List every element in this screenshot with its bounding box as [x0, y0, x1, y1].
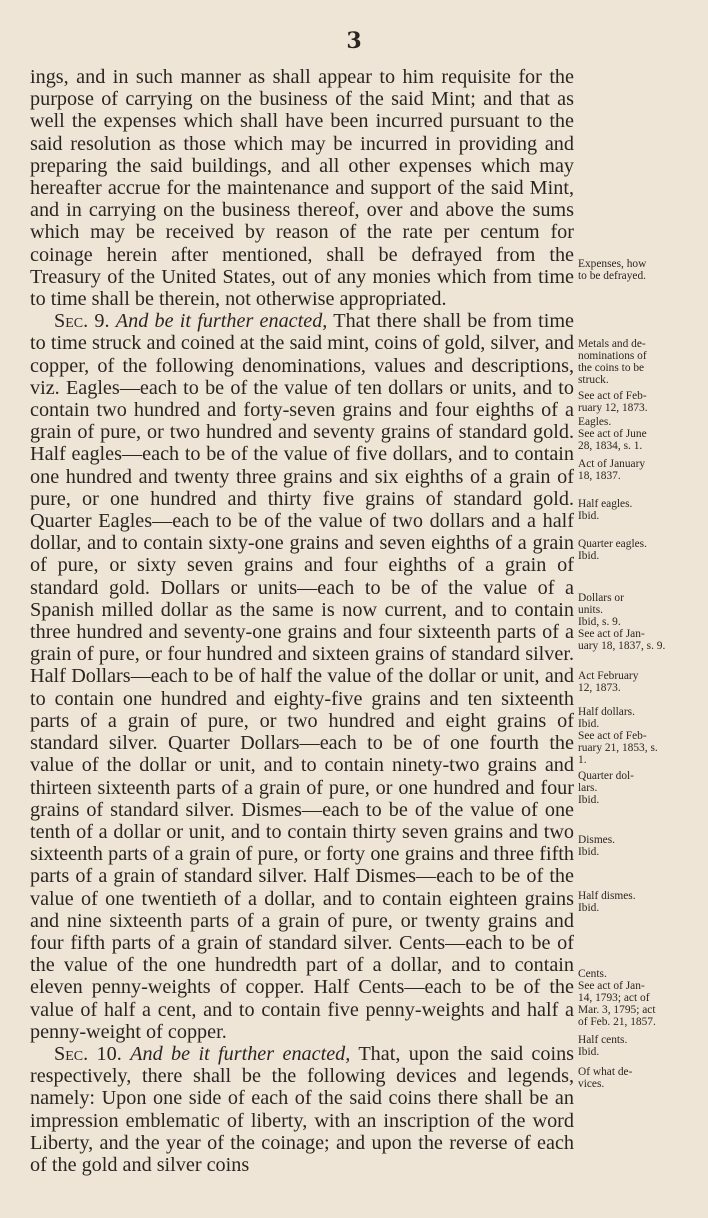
margin-note-line: Expenses, how	[578, 258, 647, 270]
margin-note-line: Act February	[578, 670, 639, 682]
margin-note-line: ruary 21, 1853, s.	[578, 742, 658, 754]
margin-note-line: to be defrayed.	[578, 270, 646, 282]
margin-note-line: vices.	[578, 1078, 605, 1090]
margin-note-line: Half dollars.	[578, 706, 635, 718]
margin-note-line: Ibid.	[578, 794, 600, 806]
paragraph-continuation: ings, and in such manner as shall appear to him requisite for the purpose of carrying on the business of the said Mint; and that as well the expenses which shall have been incurred pursuant to the said resolution as those which may be incurred in providing and preparing the said buildings, and all other expenses which may hereafter accrue for the maintenance and support of the said Mint, and in carrying on the business thereof, over and above the sums which may be received by reason of the rate per centum for coinage herein after mentioned, shall be defrayed from the Treasury of the United States, out of any monies which from time to time shall be therein, not otherwise appropriated.	[30, 66, 574, 311]
margin-note-line: the coins to be	[578, 362, 645, 374]
margin-note-line: See act of Jan-	[578, 980, 645, 992]
margin-note-half-eagles	[578, 498, 696, 522]
margin-note-line: Mar. 3, 1795; act	[578, 1004, 656, 1016]
margin-note-line: 12, 1873.	[578, 682, 621, 694]
margin-note-line: Half eagles.	[578, 498, 633, 510]
margin-note-dollars	[578, 592, 696, 652]
margin-note-line: Ibid.	[578, 550, 600, 562]
margin-note-line: Cents.	[578, 968, 607, 980]
margin-note-line: Quarter dol-	[578, 770, 634, 782]
margin-note-half-cents	[578, 1034, 696, 1058]
margin-note-line: 14, 1793; act of	[578, 992, 650, 1004]
margin-note-line: Quarter eagles.	[578, 538, 647, 550]
margin-note-expenses	[578, 258, 696, 282]
enacting-clause: And be it further enacted,	[130, 1042, 351, 1065]
margin-note-line: See act of Jan-	[578, 628, 645, 640]
margin-note-half-dollars	[578, 706, 696, 766]
margin-note-cents	[578, 968, 696, 1028]
margin-note-act-feb-1873-2	[578, 670, 696, 694]
section-heading: Sec. 9.	[54, 310, 110, 333]
margin-note-line: Metals and de-	[578, 338, 646, 350]
enacting-clause: And be it further enacted,	[115, 310, 328, 333]
margin-note-line: Ibid.	[578, 846, 600, 858]
margin-note-line: 1.	[578, 754, 587, 766]
margin-note-line: Act of January	[578, 458, 646, 470]
margin-note-line: Eagles.	[578, 416, 612, 428]
margin-note-line: Ibid.	[578, 1046, 600, 1058]
margin-note-line: Dismes.	[578, 834, 616, 846]
margin-note-line: Ibid, s. 9.	[578, 616, 621, 628]
margin-note-line: Half cents.	[578, 1034, 628, 1046]
main-text	[30, 66, 574, 1176]
margin-note-line: nominations of	[578, 350, 647, 362]
margin-note-line: Ibid.	[578, 902, 600, 914]
margin-note-line: uary 18, 1837, s. 9.	[578, 640, 666, 652]
margin-note-act-jan-1837	[578, 458, 696, 482]
margin-note-line: 18, 1837.	[578, 470, 621, 482]
margin-note-devices	[578, 1066, 696, 1090]
margin-note-line: struck.	[578, 374, 609, 386]
margin-note-line: Dollars or	[578, 592, 624, 604]
margin-note-line: lars.	[578, 782, 598, 794]
paragraph-section-9	[30, 310, 574, 1043]
margin-note-metals	[578, 338, 696, 386]
margin-note-line: Half dismes.	[578, 890, 636, 902]
margin-note-line: Of what de-	[578, 1066, 633, 1078]
margin-note-line: of Feb. 21, 1857.	[578, 1016, 656, 1028]
margin-note-act-feb-1873	[578, 390, 696, 414]
margin-note-line: Ibid.	[578, 510, 600, 522]
margin-note-line: See act of Feb-	[578, 390, 647, 402]
margin-note-dismes	[578, 834, 696, 858]
margin-note-quarter-dollars	[578, 770, 696, 806]
margin-note-line: 28, 1834, s. 1.	[578, 440, 643, 452]
section-body: That there shall be from time to time struck and coined at the said mint, coins of gold, silver, and copper, of the following denominations, values and descriptions, viz. Eagles—each to be of the value of ten dollars or units, and to contain two hundred and forty-seven grains and four eighths of a grain of pure, or two hundred and seventy grains of standard gold. Half eagles—each to be of the value of five dollars, and to contain one hundred and twenty three grains and six eighths of a grain of pure, or one hundred and thirty five grains of standard gold. Quarter Eagles—each to be of the value of two dollars and a half dollar, and to contain sixty-one grains and seven eighths of a grain of pure, or sixty seven grains and four eighths of a grain of standard gold. Dollars or units—each to be of the value of a Spanish milled dollar as the same is now current, and to contain three hundred and seventy-one grains and four sixteenth parts of a grain of pure, or four hundred and sixteen grains of standard silver. Half Dollars—each to be of half the value of the dollar or unit, and to contain one hundred and eighty-five grains and ten sixteenth parts of a grain of pure, or two hundred and eight grains of standard silver. Quarter Dollars—each to be of one fourth the value of the dollar or unit, and to contain ninety-two grains and thirteen sixteenth parts of a grain of pure, or one hundred and four grains of standard silver. Dismes—each to be of the value of one tenth of a dollar or unit, and to contain thirty seven grains and two sixteenth parts of a grain of pure, or forty one grains and three fifth parts of a grain of standard silver. Half Dismes—each to be of the value of one twentieth of a dollar, and to contain eighteen grains and nine sixteenth parts of a grain of pure, or twenty grains and four fifth parts of a grain of standard silver. Cents—each to be of the value of the one hundredth part of a dollar, and to contain eleven penny-weights of copper. Half Cents—each to be of the value of half a cent, and to contain five penny-weights and half a penny-weight of copper.	[30, 310, 575, 1043]
page-number: 3	[346, 28, 362, 54]
margin-note-quarter-eagles	[578, 538, 696, 562]
margin-note-half-dismes	[578, 890, 696, 914]
margin-note-eagles	[578, 416, 696, 452]
section-body: That, upon the said coins respectively, there shall be the following devices and legends, namely: Upon one side of each of the said coins there shall be an impression emblematic of liberty, with an inscription of the word Liberty, and the year of the coinage; and upon the reverse of each of the gold and silver coins	[30, 1042, 575, 1176]
margin-note-line: See act of Feb-	[578, 730, 647, 742]
margin-note-line: ruary 12, 1873.	[578, 402, 648, 414]
section-heading: Sec. 10.	[54, 1042, 122, 1065]
margin-note-line: units.	[578, 604, 604, 616]
margin-note-line: See act of June	[578, 428, 647, 440]
paragraph-section-10	[30, 1043, 574, 1176]
margin-note-line: Ibid.	[578, 718, 600, 730]
